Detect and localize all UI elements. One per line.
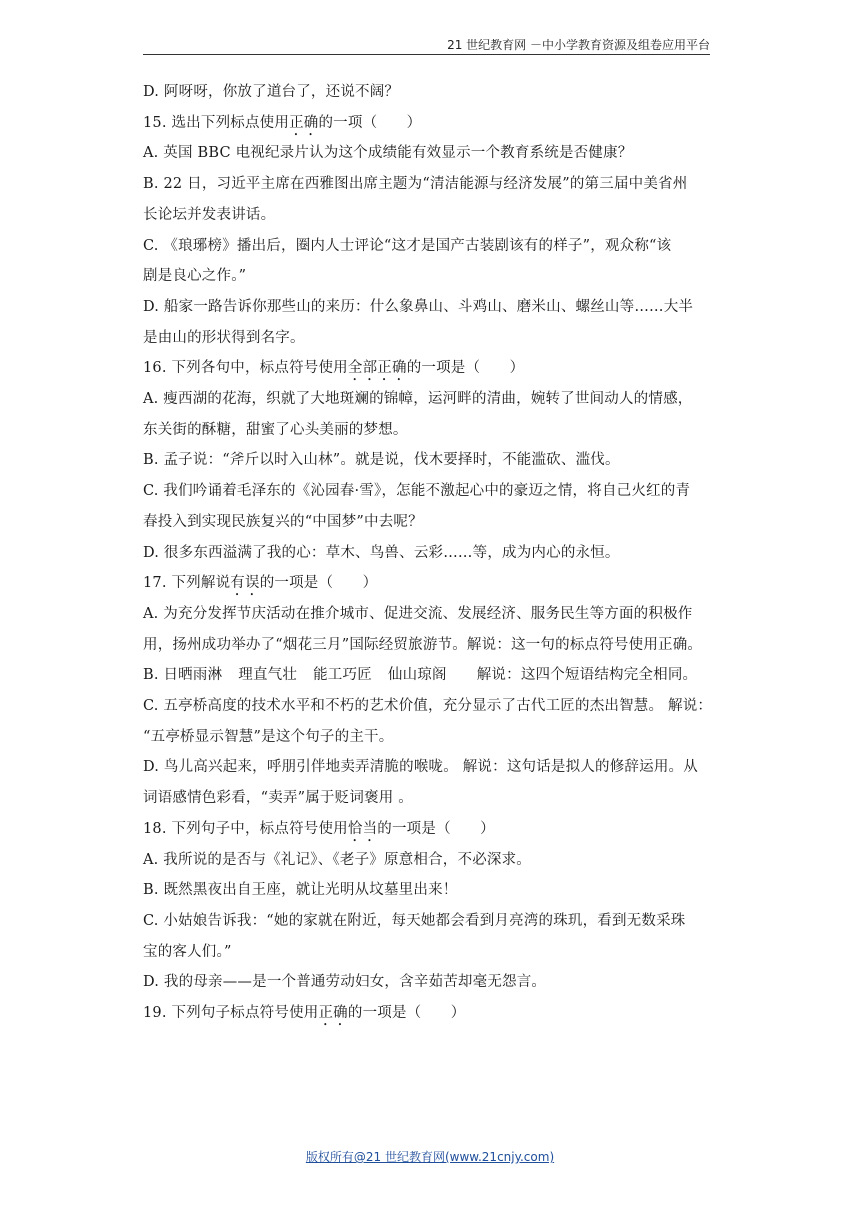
question-stem	[143, 819, 723, 839]
text-line: D. 很多东西溢满了我的心：草木、鸟兽、云彩……等，成为内心的永恒。	[143, 545, 620, 561]
text-line: 东关街的酥糖，甜蜜了心头美丽的梦想。	[143, 422, 408, 438]
text-line: “五亭桥显示智慧”是这个句子的主干。	[143, 729, 394, 745]
text-line: A. 我所说的是否与《礼记》、《老子》原意相合，不必深求。	[143, 852, 531, 868]
stem-text: 的一项是（ ）	[259, 575, 378, 591]
emphasized-keyword: 正确	[318, 1005, 348, 1021]
text-line: D. 鸟儿高兴起来，呼朋引伴地卖弄清脆的喉咙。 解说：这句话是拟人的修辞运用。从	[143, 759, 698, 775]
phrase-segment: 仙山琼阁	[387, 667, 447, 683]
stem-text: 17. 下列解说	[143, 575, 231, 591]
text-line: 春投入到实现民族复兴的“中国梦”中去呢？	[143, 514, 423, 530]
text-line	[143, 665, 723, 685]
stem-text: 的一项（ ）	[318, 115, 422, 131]
page-header: 21 世纪教育网 －中小学教育资源及组卷应用平台	[143, 38, 710, 55]
text-line: C. 《琅琊榜》播出后，圈内人士评论“这才是国产古装剧该有的样子”，观众称“该	[143, 238, 672, 254]
text-line: A. 英国 BBC 电视纪录片认为这个成绩能有效显示一个教育系统是否健康？	[143, 145, 633, 161]
phrase-segment: B. 日晒雨淋	[143, 667, 223, 683]
emphasized-keyword: 正确	[289, 115, 319, 131]
text-line: B. 既然黑夜出自王座，就让光明从坟墓里出来！	[143, 882, 458, 898]
text-line: D. 我的母亲——是一个普通劳动妇女，含辛茹苦却毫无怨言。	[143, 974, 547, 990]
text-line: 剧是良心之作。”	[143, 268, 247, 284]
text-line: B. 孟子说：“斧斤以时入山林”。就是说，伐木要择时，不能滥砍、滥伐。	[143, 452, 620, 468]
stem-text: 19. 下列句子标点符号使用	[143, 1005, 319, 1021]
text-line: C. 五亭桥高度的技术水平和不朽的艺术价值，充分显示了古代工匠的杰出智慧。 解说：	[143, 698, 713, 714]
stem-text: 的一项是（ ）	[406, 360, 525, 376]
text-line: 长论坛并发表讲话。	[143, 207, 276, 223]
stem-text: 18. 下列句子中，标点符号使用	[143, 821, 348, 837]
text-line: A. 瘦西湖的花海，织就了大地斑斓的锦幛，运河畔的清曲，婉转了世间动人的情感，	[143, 391, 693, 407]
phrase-segment: 理直气壮	[238, 667, 298, 683]
question-stem	[143, 113, 723, 133]
text-line: A. 为充分发挥节庆活动在推介城市、促进交流、发展经济、服务民生等方面的积极作	[143, 606, 693, 622]
stem-text: 的一项是（ ）	[347, 1005, 466, 1021]
stem-text: 16. 下列各句中，标点符号使用	[143, 360, 348, 376]
phrase-segment: 能工巧匠	[313, 667, 372, 683]
text-line: C. 小姑娘告诉我：“她的家就在附近，每天她都会看到月亮湾的珠玑，看到无数采珠	[143, 913, 686, 929]
text-line: D. 阿呀呀，你放了道台了，还说不阔？	[143, 84, 400, 100]
text-line: D. 船家一路告诉你那些山的来历：什么象鼻山、斗鸡山、磨米山、螺丝山等……大半	[143, 299, 694, 315]
stem-text: 的一项是（ ）	[377, 821, 495, 837]
emphasized-keyword: 恰当	[347, 821, 378, 837]
stem-text: 15. 选出下列标点使用	[143, 115, 290, 131]
phrase-segment: 解说：这四个短语结构完全相同。	[476, 667, 698, 683]
text-line: 宝的客人们。”	[143, 944, 232, 960]
text-line: C. 我们吟诵着毛泽东的《沁园春·雪》，怎能不激起心中的豪迈之情，将自己火红的青	[143, 483, 691, 499]
text-line: B. 22 日，习近平主席在西雅图出席主题为“清洁能源与经济发展”的第三届中美省州	[143, 176, 688, 192]
copyright-footer-link[interactable]: 版权所有@21 世纪教育网(www.21cnjy.com)	[305, 1150, 555, 1164]
question-stem	[143, 573, 723, 593]
question-stem	[143, 358, 723, 378]
emphasized-keyword: 全部正确	[347, 360, 407, 376]
emphasized-keyword: 有误	[230, 575, 260, 591]
text-line: 词语感情色彩看，“卖弄”属于贬词褒用 。	[143, 790, 413, 806]
question-stem	[143, 1003, 723, 1023]
text-line: 是由山的形状得到名字。	[143, 330, 305, 346]
text-line: 用，扬州成功举办了“烟花三月”国际经贸旅游节。解说：这一句的标点符号使用正确。	[143, 637, 703, 653]
